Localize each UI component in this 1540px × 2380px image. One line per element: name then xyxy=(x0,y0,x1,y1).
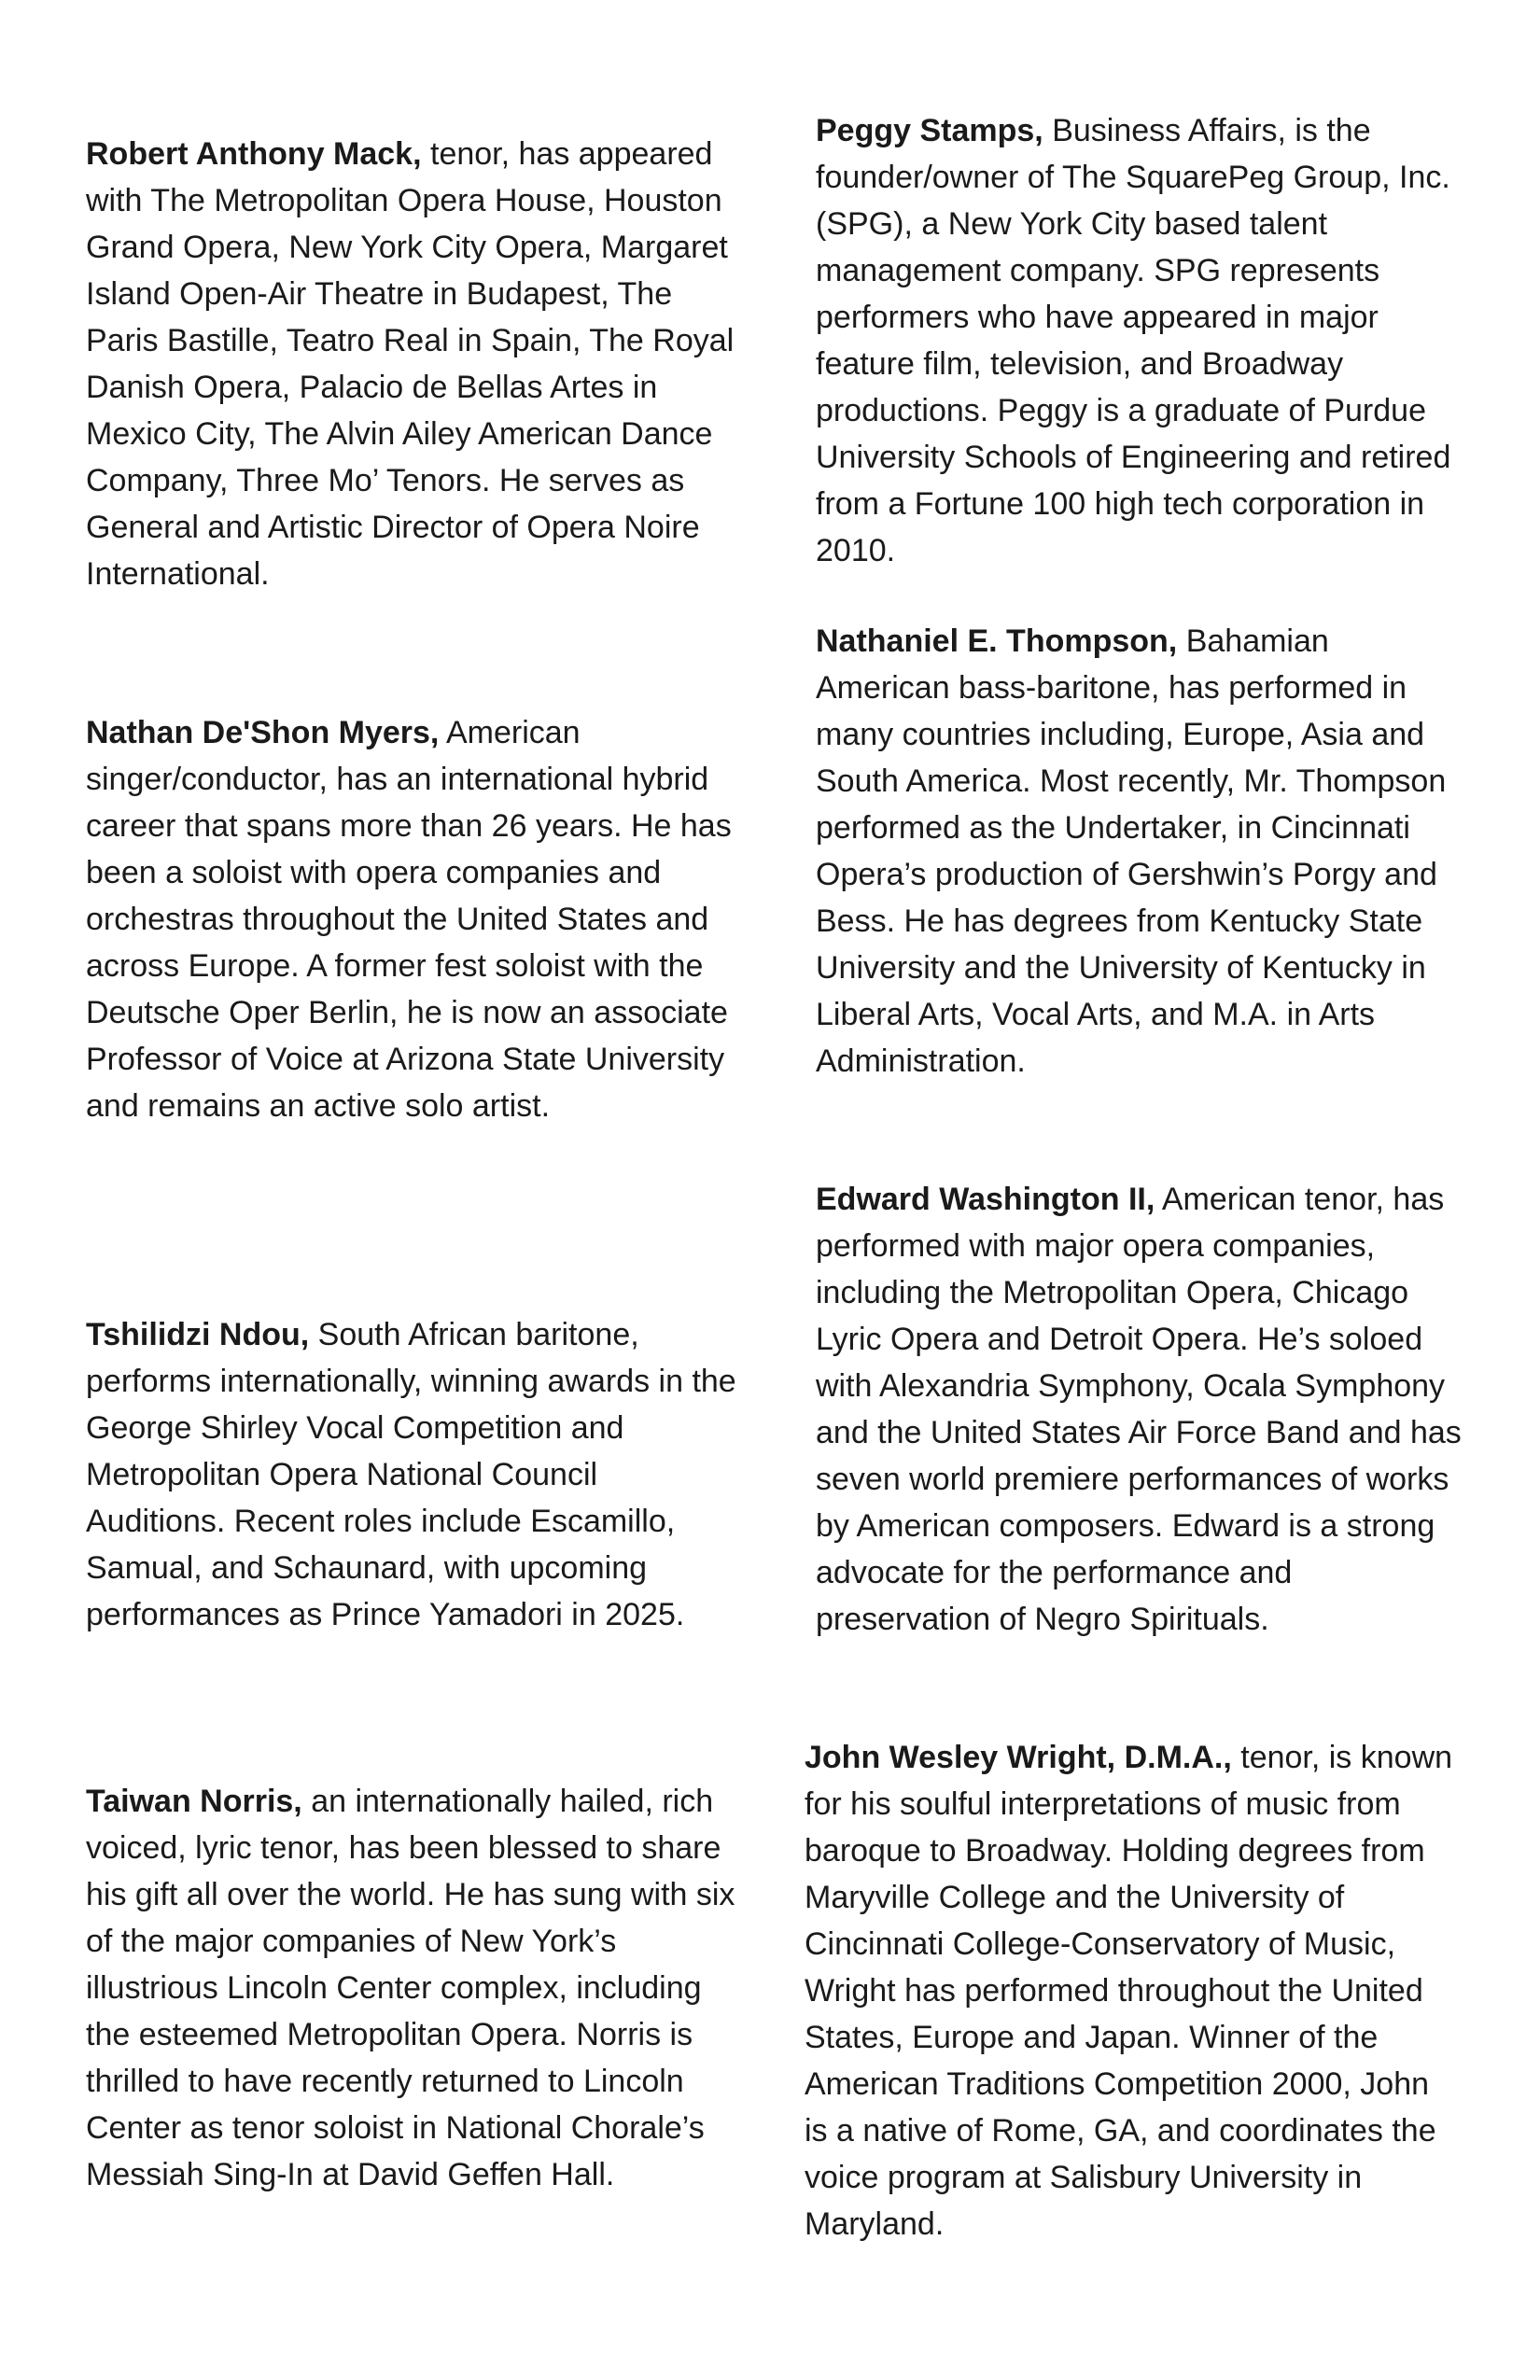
bio-text: Business Affairs, is the founder/owner of The SquarePeg Group, Inc. (SPG), a New York City based talent management company. SPG represents performers who have appeared in major feature film, television, and Broadway productions. Peggy is a graduate of Purdue University Schools of Engineering and retired from a Fortune 100 high tech corporation in 2010. xyxy=(816,113,1451,568)
bio-text: American singer/conductor, has an international hybrid career that spans more than 26 years. He has been a soloist with opera companies and orchestras throughout the United States and across Europe. A former fest soloist with the Deutsche Oper Berlin, he is now an associate Professor of Voice at Arizona State University and remains an active solo artist. xyxy=(86,715,732,1124)
bio-edward-washington-ii xyxy=(816,1176,1469,1643)
bio-name: Robert Anthony Mack, xyxy=(86,136,422,172)
bio-name: Edward Washington II, xyxy=(816,1182,1155,1217)
bio-name: Taiwan Norris, xyxy=(86,1784,302,1819)
bio-text: tenor, is known for his soulful interpretations of music from baroque to Broadway. Holding degrees from Maryville College and the University of Cincinnati College-Conservatory of Music, Wright has performed throughout the United States, Europe and Japan. Winner of the American Traditions Competition 2000, John is a native of Rome, GA, and coordinates the voice program at Salisbury University in Maryland. xyxy=(805,1740,1453,2242)
bio-nathan-deshon-myers xyxy=(86,709,739,1129)
bio-john-wesley-wright xyxy=(805,1734,1458,2247)
bio-text: tenor, has appeared with The Metropolitan Opera House, Houston Grand Opera, New York City Opera, Margaret Island Open-Air Theatre in Budapest, The Paris Bastille, Teatro Real in Spain, The Royal Danish Opera, Palacio de Bellas Artes in Mexico City, The Alvin Ailey American Dance Company, Three Mo’ Tenors. He serves as General and Artistic Director of Opera Noire International. xyxy=(86,136,735,592)
bio-text: American tenor, has performed with major opera companies, including the Metropolitan Opera, Chicago Lyric Opera and Detroit Opera. He’s soloed with Alexandria Symphony, Ocala Symphony and the United States Air Force Band and has seven world premiere performances of works by American composers. Edward is a strong advocate for the performance and preservation of Negro Spirituals. xyxy=(816,1182,1462,1637)
bio-peggy-stamps xyxy=(816,107,1469,574)
bio-text: Bahamian American bass-baritone, has performed in many countries including, Europe, Asia and South America. Most recently, Mr. Thompson performed as the Undertaker, in Cincinnati Opera’s production of Gershwin’s Porgy and Bess. He has degrees from Kentucky State University and the University of Kentucky in Liberal Arts, Vocal Arts, and M.A. in Arts Administration. xyxy=(816,623,1447,1079)
bio-name: Nathaniel E. Thompson, xyxy=(816,623,1178,659)
bio-text: South African baritone, performs internationally, winning awards in the George Shirley Vocal Competition and Metropolitan Opera National Council Auditions. Recent roles include Escamillo, Samual, and Schaunard, with upcoming performances as Prince Yamadori in 2025. xyxy=(86,1317,736,1632)
bio-text: an internationally hailed, rich voiced, lyric tenor, has been blessed to share his gift all over the world. He has sung with six of the major companies of New York’s illustrious Lincoln Center complex, including the esteemed Metropolitan Opera. Norris is thrilled to have recently returned to Lincoln Center as tenor soloist in National Chorale’s Messiah Sing-In at David Geffen Hall. xyxy=(86,1784,735,2192)
bio-tshilidzi-ndou xyxy=(86,1311,739,1638)
bio-name: Peggy Stamps, xyxy=(816,113,1043,148)
bio-name: John Wesley Wright, D.M.A., xyxy=(805,1740,1232,1775)
bio-nathaniel-e-thompson xyxy=(816,618,1469,1085)
bio-taiwan-norris xyxy=(86,1778,739,2198)
bio-robert-anthony-mack xyxy=(86,131,739,597)
bio-name: Nathan De'Shon Myers, xyxy=(86,715,440,750)
bio-name: Tshilidzi Ndou, xyxy=(86,1317,310,1352)
